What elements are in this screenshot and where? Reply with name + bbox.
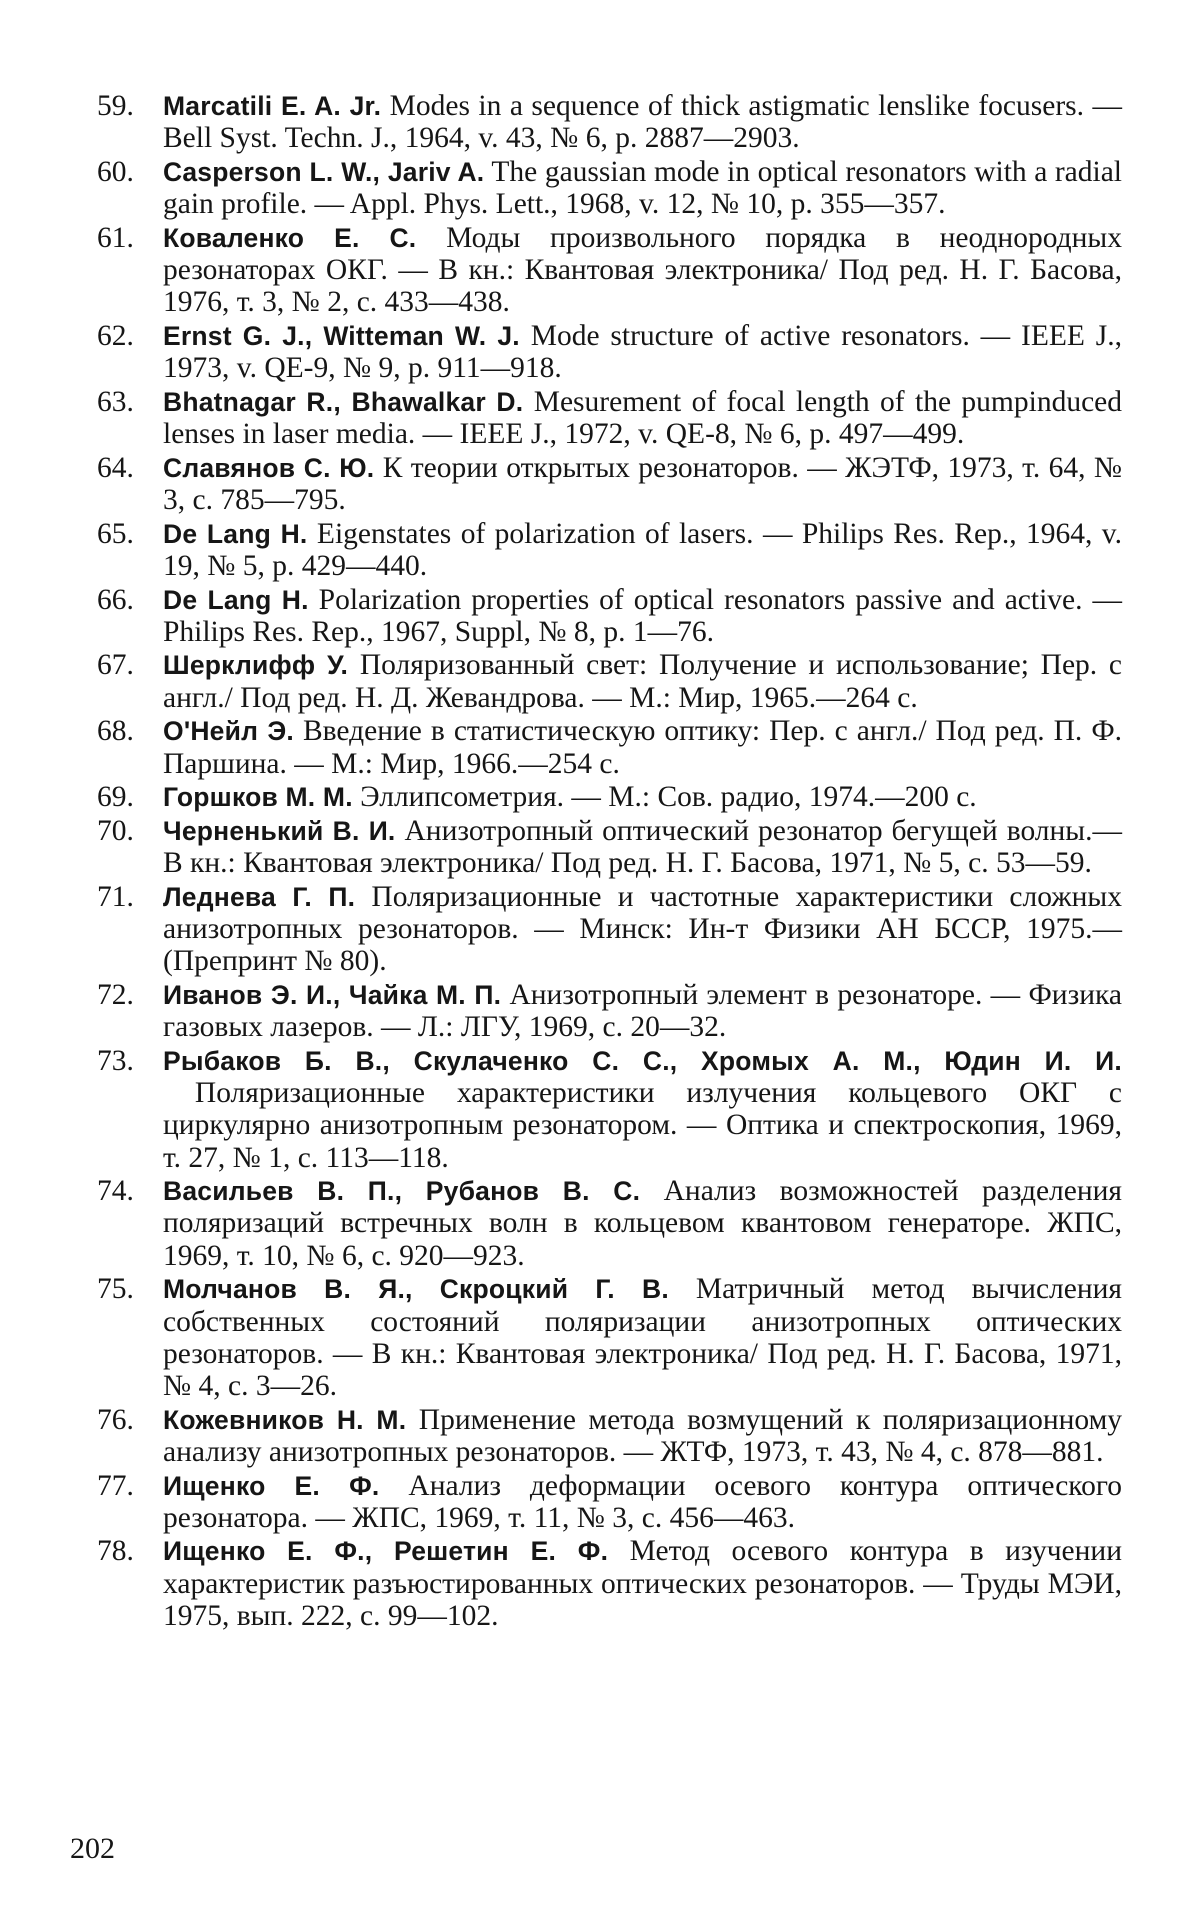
reference-authors: Ищенко Е. Ф., Решетин Е. Ф. bbox=[163, 1536, 609, 1567]
reference-text: Метод осевого контура в изучении характеристик разъюстированных оптических резонаторов. — Труды МЭИ, 1975, вып. 222, с. 99—102. bbox=[163, 1535, 1123, 1632]
reference-item bbox=[97, 90, 1122, 154]
reference-number: 59. bbox=[97, 90, 134, 122]
reference-authors: Шерклифф У. bbox=[163, 650, 349, 681]
reference-number: 74. bbox=[97, 1175, 134, 1208]
reference-authors: Рыбаков Б. В., Скулаченко С. С., Хромых А. М., Юдин И. И. bbox=[163, 1045, 1122, 1076]
reference-item bbox=[97, 979, 1122, 1043]
reference-item bbox=[97, 1404, 1122, 1468]
reference-item bbox=[97, 649, 1122, 713]
reference-number: 72. bbox=[97, 978, 134, 1011]
reference-text: Моды произвольного порядка в неоднородных резонаторах ОКГ. — В кн.: Квантовая электроника/ Под ред. Н. Г. Басова, 1976, т. 3, № 2, с. 433—438. bbox=[163, 221, 1122, 319]
reference-authors: Ernst G. J., Witteman W. J. bbox=[163, 320, 520, 351]
reference-item bbox=[97, 1535, 1122, 1632]
reference-number: 63. bbox=[97, 385, 134, 418]
reference-item bbox=[97, 1273, 1122, 1402]
reference-authors: Горшков М. М. bbox=[163, 782, 353, 813]
reference-text: Анизотропный оптический резонатор бегущей волны.—В кн.: Квантовая электроника/ Под ред. Н. Г. Басова, 1971, № 5, с. 53—59. bbox=[163, 814, 1123, 880]
reference-authors: Bhatnagar R., Bhawalkar D. bbox=[163, 386, 524, 417]
reference-number: 75. bbox=[97, 1273, 134, 1306]
reference-number: 78. bbox=[97, 1535, 134, 1568]
reference-item bbox=[97, 1175, 1122, 1272]
reference-authors: Славянов С. Ю. bbox=[163, 452, 375, 483]
reference-text: Modes in a sequence of thick astigmatic lenslike focusers. — Bell Syst. Techn. J., 1964, v. 43, № 6, p. 2887—2903. bbox=[163, 90, 1122, 155]
reference-number: 70. bbox=[97, 814, 134, 847]
reference-text: Polarization properties of optical resonators passive and active. — Philips Res. Rep., 1967, Suppl, № 8, p. 1—76. bbox=[163, 583, 1123, 648]
reference-number: 67. bbox=[97, 649, 134, 682]
reference-number: 64. bbox=[97, 451, 134, 484]
reference-number: 62. bbox=[97, 319, 134, 352]
reference-item bbox=[97, 452, 1122, 516]
reference-authors: Васильев В. П., Рубанов В. С. bbox=[163, 1176, 641, 1207]
reference-number: 76. bbox=[97, 1403, 134, 1436]
reference-authors: Коваленко Е. С. bbox=[163, 222, 417, 253]
reference-item bbox=[97, 815, 1122, 879]
reference-authors: Кожевников Н. М. bbox=[163, 1404, 407, 1435]
reference-text: Поляризованный свет: Получение и использование; Пер. с англ./ Под ред. Н. Д. Жевандрова. — М.: Мир, 1965.—264 с. bbox=[163, 649, 1122, 714]
reference-number: 61. bbox=[97, 221, 134, 254]
reference-item bbox=[97, 320, 1122, 384]
reference-authors: Casperson L. W., Jariv A. bbox=[163, 156, 485, 187]
reference-list bbox=[97, 90, 1122, 1634]
reference-text: Эллипсометрия. — М.: Сов. радио, 1974.—200 с. bbox=[360, 781, 977, 814]
reference-item bbox=[97, 222, 1122, 319]
reference-text: Mode structure of active resonators. — IEEE J., 1973, v. QE-9, № 9, p. 911—918. bbox=[163, 319, 1123, 385]
reference-item bbox=[97, 584, 1122, 648]
reference-text: Применение метода возмущений к поляризационному анализу анизотропных резонаторов. — ЖТФ, 1973, т. 43, № 4, с. 878—881. bbox=[163, 1403, 1123, 1468]
page-number: 202 bbox=[70, 1832, 115, 1865]
reference-text: Eigenstates of polarization of lasers. — Philips Res. Rep., 1964, v. 19, № 5, p. 429—440. bbox=[163, 517, 1122, 582]
reference-number: 77. bbox=[97, 1469, 134, 1502]
reference-authors: Леднева Г. П. bbox=[163, 881, 356, 912]
reference-number: 73. bbox=[97, 1044, 134, 1077]
reference-text: Введение в статистическую оптику: Пер. с англ./ Под ред. П. Ф. Паршина. — М.: Мир, 1966.—254 с. bbox=[163, 715, 1122, 780]
reference-authors: De Lang H. bbox=[163, 518, 308, 549]
reference-text: Анализ возможностей разделения поляризаций встречных волн в кольцевом квантовом генераторе. ЖПС, 1969, т. 10, № 6, с. 920—923. bbox=[163, 1175, 1122, 1272]
reference-item bbox=[97, 1045, 1122, 1174]
reference-number: 66. bbox=[97, 583, 134, 616]
reference-text: Анализ деформации осевого контура оптического резонатора. — ЖПС, 1969, т. 11, № 3, с. 456—463. bbox=[163, 1469, 1122, 1534]
reference-item bbox=[97, 1470, 1122, 1534]
reference-authors: Иванов Э. И., Чайка М. П. bbox=[163, 979, 502, 1010]
reference-text: Поляризационные характеристики излучения кольцевого ОКГ с циркулярно анизотропным резонатором. — Оптика и спектроскопия, 1969, т. 27, № 1, с. 113—118. bbox=[163, 1077, 1122, 1174]
reference-item bbox=[97, 781, 1122, 813]
reference-authors: Молчанов В. Я., Скроцкий Г. В. bbox=[163, 1274, 669, 1305]
reference-number: 60. bbox=[97, 155, 134, 188]
reference-item bbox=[97, 715, 1122, 779]
reference-number: 68. bbox=[97, 715, 134, 748]
reference-authors: Marcatili E. A. Jr. bbox=[163, 91, 382, 121]
reference-item bbox=[97, 156, 1122, 220]
reference-text: The gaussian mode in optical resonators with a radial gain profile. — Appl. Phys. Lett., 1968, v. 12, № 10, p. 355—357. bbox=[163, 155, 1122, 221]
reference-text: Mesurement of focal length of the pumpinduced lenses in laser media. — IEEE J., 1972, v. QE-8, № 6, p. 497—499. bbox=[163, 385, 1123, 451]
reference-authors: Ищенко Е. Ф. bbox=[163, 1470, 380, 1501]
reference-text: Поляризационные и частотные характеристики сложных анизотропных резонаторов. — Минск: Ин-т Физики АН БССР, 1975.— (Препринт № 80). bbox=[163, 880, 1123, 978]
reference-item bbox=[97, 518, 1122, 582]
reference-number: 65. bbox=[97, 517, 134, 550]
reference-authors: De Lang H. bbox=[163, 584, 309, 615]
reference-authors: Черненький В. И. bbox=[163, 815, 396, 846]
reference-number: 69. bbox=[97, 781, 134, 814]
reference-text: К теории открытых резонаторов. — ЖЭТФ, 1973, т. 64, № 3, с. 785—795. bbox=[163, 451, 1122, 516]
reference-number: 71. bbox=[97, 880, 134, 913]
reference-text: Матричный метод вычисления собственных состояний поляризации анизотропных оптических резонаторов. — В кн.: Квантовая электроника/ Под ред. Н. Г. Басова, 1971, № 4, с. 3—26. bbox=[163, 1273, 1123, 1402]
reference-item bbox=[97, 386, 1122, 450]
reference-text: Анизотропный элемент в резонаторе. — Физика газовых лазеров. — Л.: ЛГУ, 1969, с. 20—32. bbox=[163, 978, 1122, 1044]
reference-authors: О'Нейл Э. bbox=[163, 716, 294, 747]
reference-item bbox=[97, 881, 1122, 978]
